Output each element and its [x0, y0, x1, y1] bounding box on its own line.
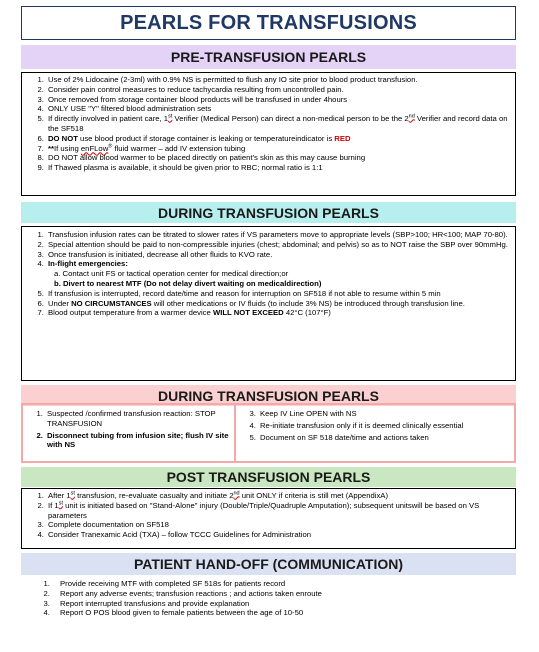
list-item: 5. Document on SF 518 date/time and actions taken	[258, 433, 514, 443]
post-transfusion-list-box	[21, 488, 516, 549]
list-item: 5. If directly involved in patient care, 1st Verifier (Medical Person) can direct a non-medical person to be the 2nd Verifier and record data on the SF518	[46, 114, 515, 134]
list-item: 1. Provide receiving MTF with completed SF 518s for patients record	[52, 579, 515, 589]
transfusion-reaction-header: DURING TRANSFUSION PEARLS	[21, 385, 516, 406]
list-item: 6. Under NO CIRCUMSTANCES will other medications or IV fluids (to include 3% NS) be introduced through transfusion line.	[46, 299, 515, 309]
list-item: 4. In-flight emergencies: a. Contact unit FS or tactical operation center for medical direction;or b. Divert to nearest MTF (Do not delay divert waiting on medicaldirection)	[46, 259, 515, 288]
list-item: 5. If transfusion is interrupted, record date/time and reason for interruption on SF518 if not able to resume within 5 min	[46, 289, 515, 299]
list-item: 4. Report O POS blood given to female patients between the age of 10-50	[52, 608, 515, 618]
patient-handoff-header: PATIENT HAND-OFF (COMMUNICATION)	[21, 553, 516, 575]
post-transfusion-list	[22, 491, 515, 540]
list-item: 3. Keep IV Line OPEN with NS	[258, 409, 514, 419]
list-item: 7. **If using enFLow® fluid warmer – add IV extension tubing	[46, 144, 515, 154]
list-item: 4. ONLY USE "Y" filtered blood administration sets	[46, 104, 515, 114]
patient-handoff-list-box	[21, 576, 516, 628]
list-item: 9. If Thawed plasma is available, it should be given prior to RBC; normal ratio is 1:1	[46, 163, 515, 173]
reaction-left-column	[23, 405, 236, 461]
during-transfusion-header: DURING TRANSFUSION PEARLS	[21, 202, 516, 223]
during-transfusion-list-box	[21, 226, 516, 381]
pre-transfusion-header: PRE-TRANSFUSION PEARLS	[21, 45, 516, 69]
list-item: 6. DO NOT use blood product if storage container is leaking or temperatureindicator is RED	[46, 134, 515, 144]
list-item: 3. Complete documentation on SF518	[46, 520, 515, 530]
patient-handoff-list	[22, 579, 515, 618]
list-item: 4. Re-initiate transfusion only if it is deemed clinically essential	[258, 421, 514, 431]
pre-transfusion-list-box	[21, 72, 516, 196]
list-item: 1. Use of 2% Lidocaine (2-3ml) with 0.9% NS is permitted to flush any IO site prior to blood product transfusion.	[46, 75, 515, 85]
list-item: 1. Transfusion infusion rates can be titrated to slower rates if VS parameters move to appropriate levels (SBP>100; HR<100; MAP 70-80).	[46, 230, 515, 240]
transfusion-reaction-box	[21, 403, 516, 463]
list-item: 7. Blood output temperature from a warmer device WILL NOT EXCEED 42°C (107°F)	[46, 308, 515, 318]
list-item: 2. Report any adverse events; transfusion reactions ; and actions taken enroute	[52, 589, 515, 599]
list-item: 8. DO NOT allow blood warmer to be placed directly on patient's skin as this may cause burning	[46, 153, 515, 163]
reaction-right-column	[236, 405, 514, 461]
list-item: 3. Once transfusion is initiated, decrease all other fluids to KVO rate.	[46, 250, 515, 260]
list-item: 2. Special attention should be paid to non-compressible injuries (chest; abdominal; and pelvis) so as to NOT raise the SBP over 90mmHg.	[46, 240, 515, 250]
during-transfusion-list	[22, 230, 515, 318]
list-item: 2. If 1st unit is initiated based on "Stand-Alone" injury (Double/Triple/Quadruple Amputation); subsequent unitswill be based on VS parameters	[46, 501, 515, 521]
in-flight-sublist	[48, 269, 515, 289]
pre-transfusion-list	[22, 75, 515, 173]
list-item: 1. Suspected /confirmed transfusion reaction: STOP TRANSFUSION	[45, 409, 234, 429]
sub-item: a. Contact unit FS or tactical operation center for medical direction;or	[54, 269, 289, 279]
page-title-box	[21, 6, 516, 40]
list-item: 3. Once removed from storage container blood products will be transfused in under 4hours	[46, 95, 515, 105]
list-item: 2. Disconnect tubing from infusion site; flush IV site with NS	[45, 431, 234, 451]
sub-item: b. Divert to nearest MTF (Do not delay divert waiting on medicaldirection)	[54, 278, 322, 288]
page-title: PEARLS FOR TRANSFUSIONS	[120, 11, 417, 34]
list-item: 2. Consider pain control measures to reduce tachycardia resulting from uncontrolled pain.	[46, 85, 515, 95]
list-item: 4. Consider Tranexamic Acid (TXA) – follow TCCC Guidelines for Administration	[46, 530, 515, 540]
post-transfusion-header: POST TRANSFUSION PEARLS	[21, 467, 516, 487]
list-item: 3. Report interrupted transfusions and provide explanation	[52, 599, 515, 609]
list-item: 1. After 1st transfusion, re-evaluate casualty and initiate 2nd unit ONLY if criteria is still met (AppendixA)	[46, 491, 515, 501]
